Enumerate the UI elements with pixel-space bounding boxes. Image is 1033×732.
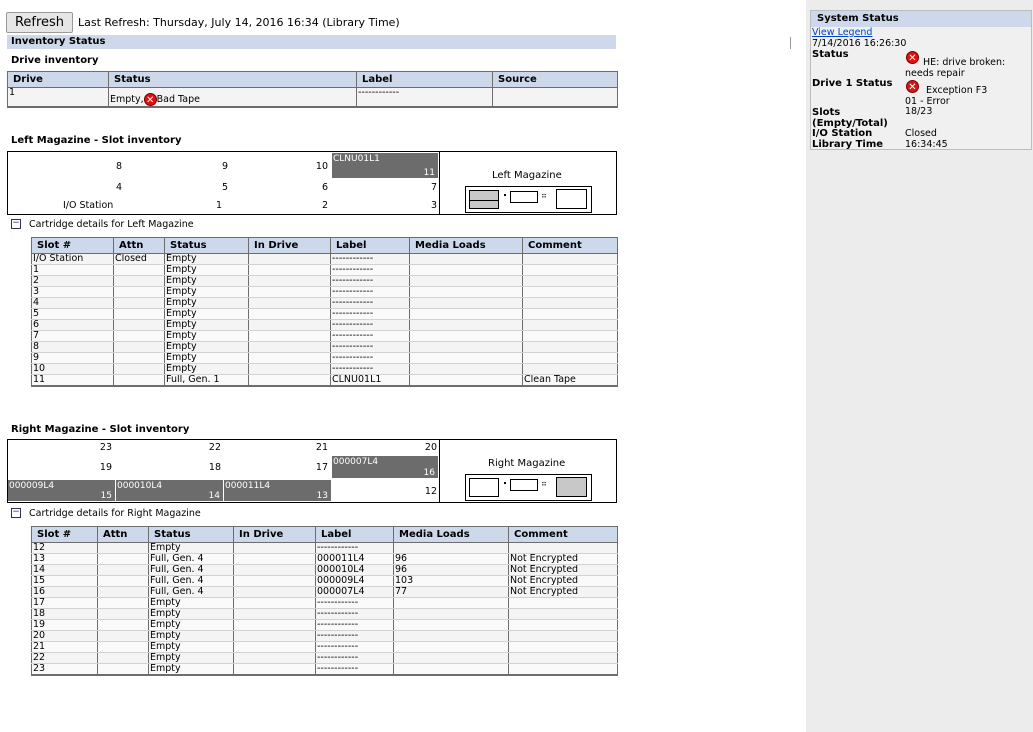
table-cell [394,653,509,664]
table-cell: 17 [32,598,98,609]
table-cell: 96 [394,554,509,565]
table-cell [410,331,523,342]
tape-cartridge[interactable] [8,480,115,501]
table-cell [234,609,316,620]
table-cell [114,364,165,375]
collapse-left-details-icon[interactable]: − [12,218,20,228]
table-cell: Empty [165,320,249,331]
table-cell: Empty [165,254,249,265]
table-cell: 13 [32,554,98,565]
table-cell: Empty [149,664,234,676]
table-cell: 000011L4 [316,554,394,565]
tape-cartridge[interactable] [116,480,223,501]
table-cell [410,265,523,276]
table-row[interactable] [32,287,618,298]
slot-number: 21 [315,442,328,453]
column-header[interactable]: Drive [8,72,109,88]
table-cell [394,609,509,620]
magazine-diagram-icon: ⠶ [465,186,592,213]
table-cell [509,664,618,676]
table-cell: 11 [32,375,114,387]
table-cell: 2 [32,276,114,287]
table-cell: Empty [149,653,234,664]
table-cell: 000010L4 [316,565,394,576]
table-cell: Empty [149,642,234,653]
column-header[interactable]: Status [149,527,234,543]
table-cell: 8 [32,342,114,353]
column-header[interactable]: Comment [523,238,618,254]
table-cell: CLNU01L1 [331,375,410,387]
tape-label: 000009L4 [9,481,55,491]
table-cell [114,276,165,287]
table-row [8,88,618,108]
drive-number: 1 [8,88,109,108]
table-cell: Empty [165,265,249,276]
slot-number: 3 [430,200,437,211]
column-header[interactable]: Slot # [32,238,114,254]
table-cell [114,287,165,298]
table-cell: 6 [32,320,114,331]
table-cell [394,631,509,642]
table-cell: ------------ [331,364,410,375]
slot-number: 18 [208,462,221,473]
table-cell [249,375,331,387]
slots-label: Slots (Empty/Total) [812,107,888,129]
table-cell: 77 [394,587,509,598]
table-cell [114,375,165,387]
table-cell [523,276,618,287]
table-cell: Not Encrypted [509,576,618,587]
table-cell: Empty [149,609,234,620]
tape-label: 000007L4 [333,457,379,467]
table-cell [509,598,618,609]
table-cell: 9 [32,353,114,364]
table-cell: Empty [149,598,234,609]
table-row[interactable] [32,598,618,609]
table-cell: 19 [32,620,98,631]
table-cell [249,331,331,342]
table-cell: ------------ [316,620,394,631]
column-header[interactable]: Slot # [32,527,98,543]
last-refresh-text: Last Refresh: Thursday, July 14, 2016 16:34 (Library Time) [78,16,400,29]
table-cell [249,298,331,309]
table-cell [98,543,149,554]
table-cell: 3 [32,287,114,298]
table-cell [98,609,149,620]
table-cell [114,342,165,353]
io-station-status-label: I/O Station [812,128,873,139]
table-cell [523,298,618,309]
tape-slot-number: 13 [316,491,328,501]
io-station-status-value: Closed [905,128,937,139]
slot-number: 9 [221,161,228,172]
tape-cartridge[interactable] [224,480,331,501]
table-cell: Empty [149,543,234,554]
tape-slot-number: 16 [423,468,435,478]
column-header[interactable]: Media Loads [394,527,509,543]
divider [439,152,440,214]
table-cell [410,298,523,309]
table-cell: ------------ [316,642,394,653]
table-cell: Empty [165,353,249,364]
table-cell: 21 [32,642,98,653]
divider [439,440,440,502]
table-cell: ------------ [331,309,410,320]
error-x-icon: ✕ [144,93,157,106]
table-cell: ------------ [331,320,410,331]
table-cell: 7 [32,331,114,342]
table-cell: ------------ [331,265,410,276]
table-cell [509,620,618,631]
right-cartridge-table [31,526,618,676]
slot-number: 4 [115,182,122,193]
status-label: Status [812,49,849,60]
refresh-button[interactable]: Refresh [6,12,73,33]
table-cell: 23 [32,664,98,676]
table-cell: ------------ [316,653,394,664]
column-header[interactable]: Status [109,72,357,88]
table-cell: 16 [32,587,98,598]
column-header[interactable]: In Drive [249,238,331,254]
table-cell: ------------ [331,353,410,364]
status-timestamp: 7/14/2016 16:26:30 [812,38,907,49]
table-cell [249,287,331,298]
table-cell: ------------ [316,609,394,620]
slot-number: 17 [315,462,328,473]
table-cell [410,254,523,265]
left-cartridge-table [31,237,618,387]
table-cell [98,653,149,664]
table-cell [234,587,316,598]
table-row[interactable] [32,375,618,387]
column-header[interactable]: Attn [98,527,149,543]
table-cell [509,631,618,642]
table-row[interactable] [32,276,618,287]
table-cell: ------------ [331,254,410,265]
column-header[interactable]: Label [357,72,493,88]
table-cell: Not Encrypted [509,565,618,576]
table-cell [98,631,149,642]
table-cell: Full, Gen. 1 [165,375,249,387]
left-details-label: Cartridge details for Left Magazine [29,219,194,230]
table-cell [509,543,618,554]
slot-number: 10 [315,161,328,172]
table-cell [410,342,523,353]
left-magazine-name: Left Magazine [492,170,562,181]
drive-inventory-title: Drive inventory [11,55,99,66]
table-cell [234,576,316,587]
table-cell [523,353,618,364]
table-cell: ------------ [316,598,394,609]
tape-label: 000011L4 [225,481,271,491]
slot-number: 8 [115,161,122,172]
table-cell [410,375,523,387]
table-cell [410,320,523,331]
tape-label: 000010L4 [117,481,163,491]
slot-number: 20 [424,442,437,453]
slots-value: 18/23 [905,106,933,117]
table-row[interactable] [32,543,618,554]
table-row[interactable] [32,642,618,653]
table-cell [523,342,618,353]
table-row[interactable] [32,587,618,598]
table-cell [98,587,149,598]
table-cell: Full, Gen. 4 [149,587,234,598]
tape-cartridge[interactable] [332,456,438,478]
table-cell [114,320,165,331]
table-row[interactable] [32,320,618,331]
slot-number: 19 [99,462,112,473]
drive-status-detail: Bad Tape [156,94,200,105]
table-row[interactable] [32,353,618,364]
table-cell: Empty [165,276,249,287]
table-cell: Empty [165,364,249,375]
table-cell [98,664,149,676]
right-magazine-title: Right Magazine - Slot inventory [11,424,190,435]
error-x-icon: ✕ [906,51,919,64]
magazine-diagram-icon: ⠶ [465,474,592,501]
table-cell: Empty [149,620,234,631]
column-header[interactable]: Label [331,238,410,254]
table-cell: 96 [394,565,509,576]
table-cell [98,598,149,609]
table-cell: 22 [32,653,98,664]
column-header[interactable]: Status [165,238,249,254]
table-cell [410,353,523,364]
table-cell [509,609,618,620]
slot-number: 23 [99,442,112,453]
table-row[interactable] [32,309,618,320]
table-cell [234,565,316,576]
divider [790,37,791,49]
right-details-label: Cartridge details for Right Magazine [29,508,201,519]
table-cell: ------------ [331,287,410,298]
slot-number: 12 [424,486,437,497]
table-cell [394,642,509,653]
column-header[interactable]: Source [493,72,618,88]
table-cell [234,642,316,653]
column-header[interactable]: In Drive [234,527,316,543]
table-cell [234,631,316,642]
system-status-box [810,10,1032,150]
table-row[interactable] [32,609,618,620]
left-magazine-slot-map [7,151,617,215]
table-cell [234,554,316,565]
table-cell [523,265,618,276]
table-cell [114,309,165,320]
table-row[interactable] [32,631,618,642]
column-header[interactable]: Media Loads [410,238,523,254]
slot-number: 5 [221,182,228,193]
table-cell: Empty [165,342,249,353]
slot-number: 2 [321,200,328,211]
table-cell [394,598,509,609]
table-cell: ------------ [331,342,410,353]
slot-number: 22 [208,442,221,453]
table-row[interactable] [32,364,618,375]
column-header[interactable]: Attn [114,238,165,254]
table-cell [523,287,618,298]
table-cell [98,620,149,631]
table-cell: Full, Gen. 4 [149,576,234,587]
error-x-icon: ✕ [906,80,919,93]
table-row[interactable] [32,554,618,565]
table-cell [249,342,331,353]
drive-status [109,88,357,108]
column-header[interactable]: Label [316,527,394,543]
left-magazine-title: Left Magazine - Slot inventory [11,135,182,146]
table-cell [249,254,331,265]
table-cell [114,331,165,342]
table-cell [410,276,523,287]
table-cell [249,320,331,331]
library-time-label: Library Time [812,139,884,150]
table-row[interactable] [32,565,618,576]
table-cell [114,353,165,364]
tape-slot-number: 14 [208,491,220,501]
slot-number: 1 [215,200,222,211]
collapse-right-details-icon[interactable]: − [12,507,20,517]
table-cell [523,364,618,375]
system-status-title: System Status [811,11,1031,27]
tape-label: CLNU01L1 [333,154,380,164]
table-cell [249,276,331,287]
table-cell [394,620,509,631]
table-cell: 12 [32,543,98,554]
table-row[interactable] [32,576,618,587]
table-cell [523,331,618,342]
tape-cartridge[interactable] [332,153,438,178]
table-cell [410,309,523,320]
drive-inventory-table [7,71,618,108]
table-cell [249,265,331,276]
table-row[interactable] [32,254,618,265]
table-cell: 20 [32,631,98,642]
right-magazine-name: Right Magazine [488,458,566,469]
table-cell: 000007L4 [316,587,394,598]
table-cell [394,664,509,676]
table-cell: Full, Gen. 4 [149,554,234,565]
slot-number: 7 [430,182,437,193]
library-time-value: 16:34:45 [905,139,948,150]
table-row[interactable] [32,620,618,631]
table-cell: Empty [165,298,249,309]
table-cell: Empty [165,331,249,342]
drive1-status-label: Drive 1 Status [812,78,893,89]
tape-slot-number: 15 [100,491,112,501]
table-row[interactable] [32,331,618,342]
table-cell: 103 [394,576,509,587]
table-cell [234,598,316,609]
table-cell [234,653,316,664]
table-cell [234,543,316,554]
table-cell [234,620,316,631]
table-row[interactable] [32,342,618,353]
table-row[interactable] [32,298,618,309]
inventory-status-header: Inventory Status [7,35,616,49]
table-row[interactable] [32,653,618,664]
table-row[interactable] [32,664,618,676]
table-cell: Closed [114,254,165,265]
table-cell [509,642,618,653]
table-cell: ------------ [331,298,410,309]
table-cell: ------------ [316,543,394,554]
right-magazine-slot-map [7,439,617,503]
table-cell [509,653,618,664]
table-cell [98,642,149,653]
table-cell: Clean Tape [523,375,618,387]
drive1-status-value: Exception F3 [926,85,988,96]
view-legend-link[interactable]: View Legend [812,27,873,38]
table-cell [523,309,618,320]
table-cell: 1 [32,265,114,276]
table-cell [249,353,331,364]
table-cell: ------------ [331,331,410,342]
drive-label: ------------ [357,88,493,108]
table-cell [410,364,523,375]
table-cell: Empty [165,309,249,320]
table-cell: 14 [32,565,98,576]
table-cell: ------------ [316,631,394,642]
table-cell: 15 [32,576,98,587]
tape-slot-number: 11 [423,168,435,178]
drive1-error-code: 01 - Error [905,96,950,107]
table-cell [98,576,149,587]
status-value: HE: drive broken: needs repair [905,57,1006,79]
table-cell [114,298,165,309]
drive-source [493,88,618,108]
table-cell: Not Encrypted [509,554,618,565]
slot-number: 6 [321,182,328,193]
table-cell [98,554,149,565]
table-cell [410,287,523,298]
table-cell [114,265,165,276]
table-cell [394,543,509,554]
table-cell: Full, Gen. 4 [149,565,234,576]
table-row[interactable] [32,265,618,276]
table-cell [523,254,618,265]
table-cell: Not Encrypted [509,587,618,598]
table-cell [98,565,149,576]
table-cell: 10 [32,364,114,375]
table-cell: ------------ [316,664,394,676]
table-cell: 18 [32,609,98,620]
table-cell: 4 [32,298,114,309]
table-cell: I/O Station [32,254,114,265]
table-cell: ------------ [331,276,410,287]
drive-status-text: Empty, [110,94,144,105]
table-cell: Empty [149,631,234,642]
table-cell [523,320,618,331]
table-cell: Empty [165,287,249,298]
table-cell [249,364,331,375]
table-cell: 5 [32,309,114,320]
io-station-label: I/O Station [63,200,114,211]
column-header[interactable]: Comment [509,527,618,543]
table-cell [234,664,316,676]
table-cell [249,309,331,320]
table-cell: 000009L4 [316,576,394,587]
